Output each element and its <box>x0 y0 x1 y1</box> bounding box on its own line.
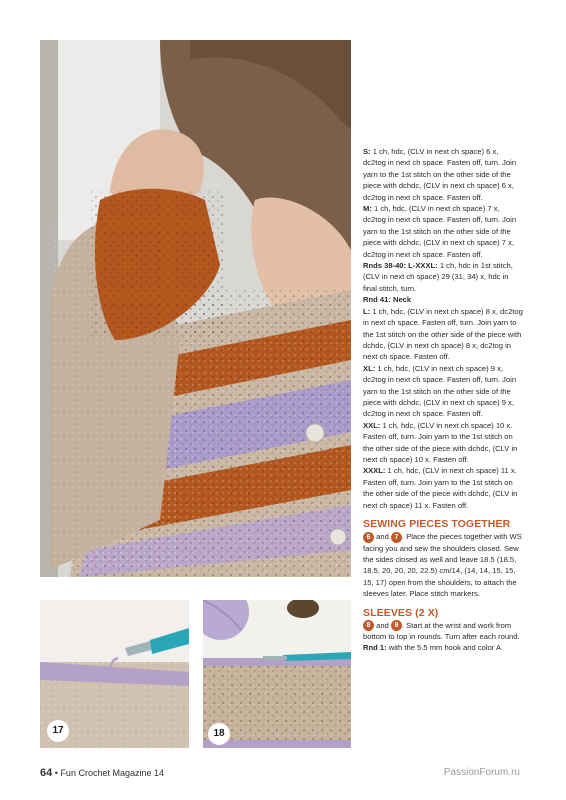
sewing-and: and <box>376 532 389 541</box>
rnd-41-label: Rnd 41: Neck <box>363 295 412 305</box>
size-xxxl-label: XXXL: <box>363 466 386 476</box>
step-7-badge: 7 <box>391 532 402 543</box>
size-l-instructions <box>363 306 523 363</box>
rnd-1-text: with the 5.5 mm hook and color A <box>388 643 502 653</box>
size-xl-text: 1 ch, hdc, (CLV in next ch space) 9 x, dc2tog in next ch space. Fasten off, turn. Join yarn to the 1st stitch on the other side of the piece with dchdc, (CLV in next ch space) 9 x, dc2tog in next ch space. Fasten off. <box>363 363 517 419</box>
magazine-title: Fun Crochet Magazine 14 <box>60 768 164 778</box>
size-m-label: M: <box>363 204 372 214</box>
step-6-badge: 6 <box>363 532 374 543</box>
page-number: 64 <box>40 767 53 779</box>
rnd-1-label: Rnd 1: <box>363 643 387 653</box>
step-8-badge: 8 <box>363 620 374 631</box>
sleeves-heading: SLEEVES (2 X) <box>363 606 439 619</box>
size-xxxl-instructions <box>363 465 523 511</box>
sleeves-text: . Start at the wrist and work from bottom to top in rounds. Turn after each round. <box>363 620 520 642</box>
size-l-text: 1 ch, hdc, (CLV in next ch space) 8 x, dc2tog in next ch space. Fasten off, turn. Join yarn to the 1st stitch on the other side of the piece with dchdc, (CLV in next ch space) 8 x, dc2tog in next ch space. Fasten off. <box>363 306 523 362</box>
sewing-heading: SEWING PIECES TOGETHER <box>363 518 511 530</box>
rnds-38-40-instructions <box>363 260 523 294</box>
sleeves-instructions <box>363 620 523 643</box>
sewing-text: . Place the pieces together with WS facing you and sew the shoulders closed. Sew the sides closed as well and leave 18.5 (18.5, 18.5, 20, 20, 20, 22.5) cm/14, (14, 14, 15, 15, 15, 17) open from the shoulders, to attach the sleeves later. Place stitch markers. <box>363 532 522 599</box>
sleeves-and: and <box>376 620 389 630</box>
photo-17-number: 17 <box>47 720 69 742</box>
step-9-badge: 9 <box>391 620 402 631</box>
footer-bullet: • <box>54 768 58 778</box>
photo-18-number: 18 <box>208 723 230 745</box>
rnds-38-40-label: Rnds 38-40: L-XXXL: <box>363 261 438 271</box>
rnds-38-40-text: 1 ch, hdc in 1st stitch, (CLV in next ch space) 29 (31, 34) x, hdc in final stitch, turn. <box>363 261 513 293</box>
size-xxl-label: XXL: <box>363 420 381 430</box>
size-s-label: S: <box>363 147 371 156</box>
photo-17 <box>40 600 189 748</box>
size-xxxl-text: 1 ch, hdc, (CLV in next ch space) 11 x. Fasten off, turn. Join yarn to the 1st stitch on the other side of the piece with dchdc, (CLV in next ch space) 11 x. Fasten off. <box>363 466 518 510</box>
size-l-label: L: <box>363 306 371 316</box>
size-xl-label: XL: <box>363 363 376 373</box>
rnd-41-heading <box>363 294 523 305</box>
watermark: PassionForum.ru <box>443 767 520 778</box>
size-xxl-text: 1 ch, hdc, (CLV in next ch space) 10 x. Fasten off, turn. Join yarn to the 1st stitch on the other side of the piece with dchdc, (CLV in next ch space) 10 x. Fasten off. <box>363 420 518 464</box>
size-s-text: 1 ch, hdc, (CLV in next ch space) 6 x, dc2tog in next ch space. Fasten off, turn. Join yarn to the 1st stitch on the other side of the piece with dchdc, (CLV in next ch space) 6 x, dc2tog in next ch space. Fasten off. <box>363 147 517 202</box>
page-footer <box>40 767 164 779</box>
size-xl-instructions <box>363 363 523 420</box>
size-xxl-instructions <box>363 420 523 466</box>
size-s-instructions <box>363 146 523 203</box>
size-m-instructions <box>363 203 523 260</box>
photo-18 <box>203 600 351 748</box>
size-m-text: 1 ch, hdc, (CLV in next ch space) 7 x, dc2tog in next ch space. Fasten off, turn. Join yarn to the 1st stitch on the other side of the piece with dchdc, (CLV in next ch space) 7 x, dc2tog in next ch space. Fasten off. <box>363 204 517 259</box>
pattern-text-column <box>363 146 523 654</box>
rnd-1-instructions <box>363 642 523 653</box>
sewing-instructions <box>363 531 523 600</box>
main-photo <box>40 40 351 577</box>
